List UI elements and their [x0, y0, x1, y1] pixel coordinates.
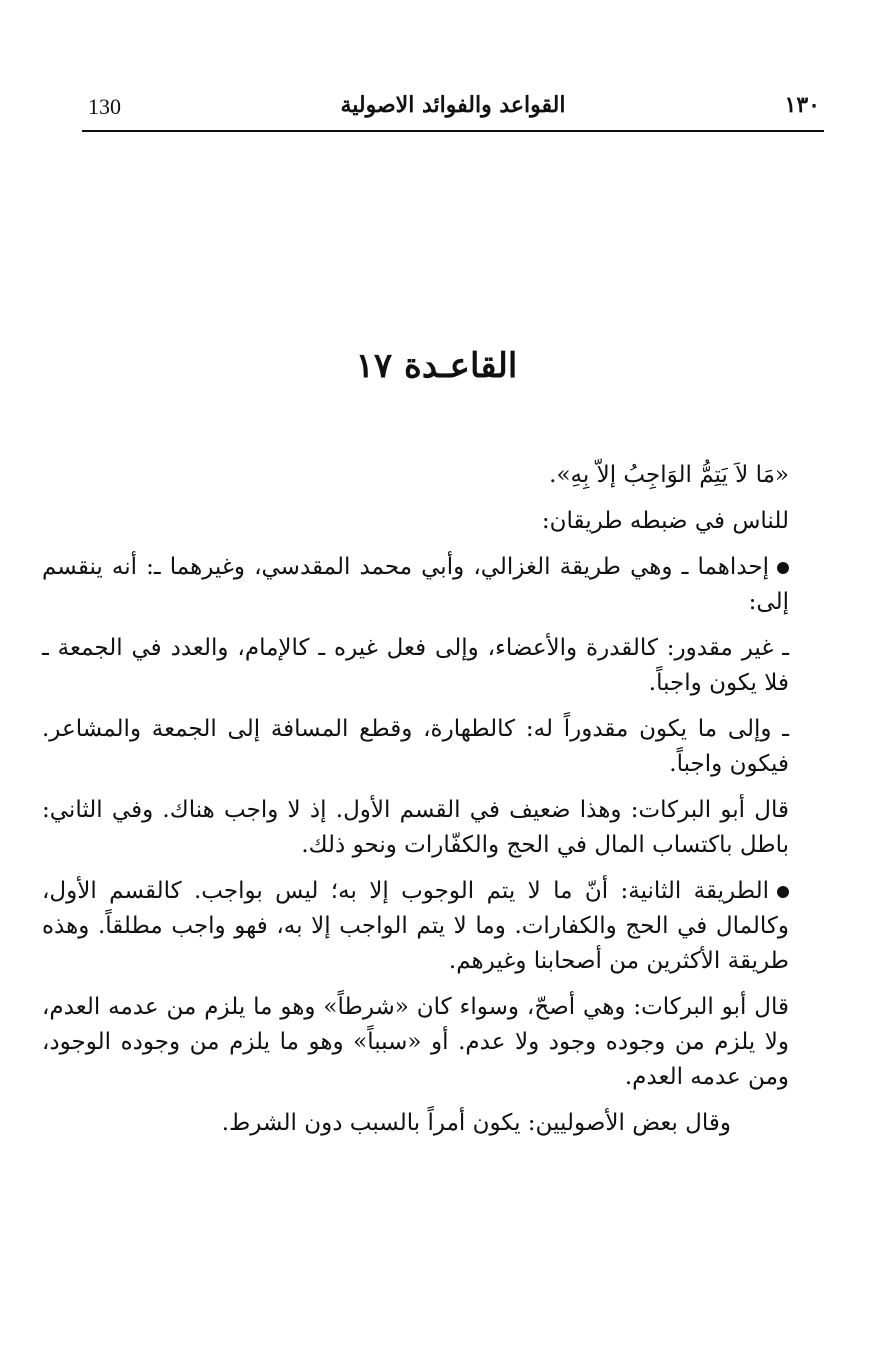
- paragraph-text: للناس في ضبطه طريقان:: [541, 508, 789, 534]
- paragraph-text: إحداهما ـ وهي طريقة الغزالي، وأبي محمد المقدسي، وغيرهما ـ: أنه ينقسم إلى:: [42, 554, 789, 615]
- bullet-icon: [777, 562, 789, 574]
- bullet-icon: [777, 886, 789, 898]
- paragraph-text: «مَا لاَ يَتِمُّ الوَاجِبُ إلاّ بِهِ».: [549, 462, 789, 488]
- paragraph-second-method: [42, 874, 789, 979]
- paragraph-text: ـ غير مقدور: كالقدرة والأعضاء، وإلى فعل غيره ـ كالإمام، والعدد في الجمعة ـ فلا يكون واجباً.: [42, 635, 789, 696]
- header-rule: [82, 130, 824, 132]
- running-header: [82, 88, 824, 128]
- paragraph-abu-barakat-preference: [42, 990, 789, 1095]
- book-title: القواعد والفوائد الاصولية: [340, 92, 566, 118]
- paragraph-text: قال أبو البركات: وهذا ضعيف في القسم الأول. إذ لا واجب هناك. وفي الثاني: باطل باكتساب المال في الحج والكفّارات ونحو ذلك.: [42, 797, 789, 858]
- rule-heading: القاعـدة ١٧: [355, 346, 518, 386]
- paragraph-maxim: [42, 458, 789, 493]
- paragraph-text: ـ وإلى ما يكون مقدوراً له: كالطهارة، وقطع المسافة إلى الجمعة والمشاعر. فيكون واجباً.: [42, 716, 789, 777]
- paragraph-capable: [42, 712, 789, 782]
- body-text: [42, 458, 789, 1152]
- paragraph-text: الطريقة الثانية: أنّ ما لا يتم الوجوب إلا به؛ ليس بواجب. كالقسم الأول، وكالمال في الحج والكفارات. وما لا يتم الواجب إلا به، فهو واجب مطلقاً. وهذه طريقة الأكثرين من أصحابنا وغيرهم.: [42, 878, 789, 974]
- paragraph-text: وقال بعض الأصوليين: يكون أمراً بالسبب دون الشرط.: [221, 1110, 731, 1136]
- paragraph-not-capable: [42, 631, 789, 701]
- paragraph-abu-barakat-critique: [42, 793, 789, 863]
- paragraph-usuliyyin: [42, 1106, 789, 1141]
- page-number-arabic: ١٣٠: [784, 92, 820, 118]
- paragraph-text: قال أبو البركات: وهي أصحّ، وسواء كان «شرطاً» وهو ما يلزم من عدمه العدم، ولا يلزم من وجوده وجود ولا عدم. أو «سبباً» وهو ما يلزم من وجوده الوجود، ومن عدمه العدم.: [42, 994, 789, 1090]
- page-number-latin: 130: [88, 94, 121, 119]
- paragraph-intro: [42, 504, 789, 539]
- paragraph-first-method: [42, 550, 789, 620]
